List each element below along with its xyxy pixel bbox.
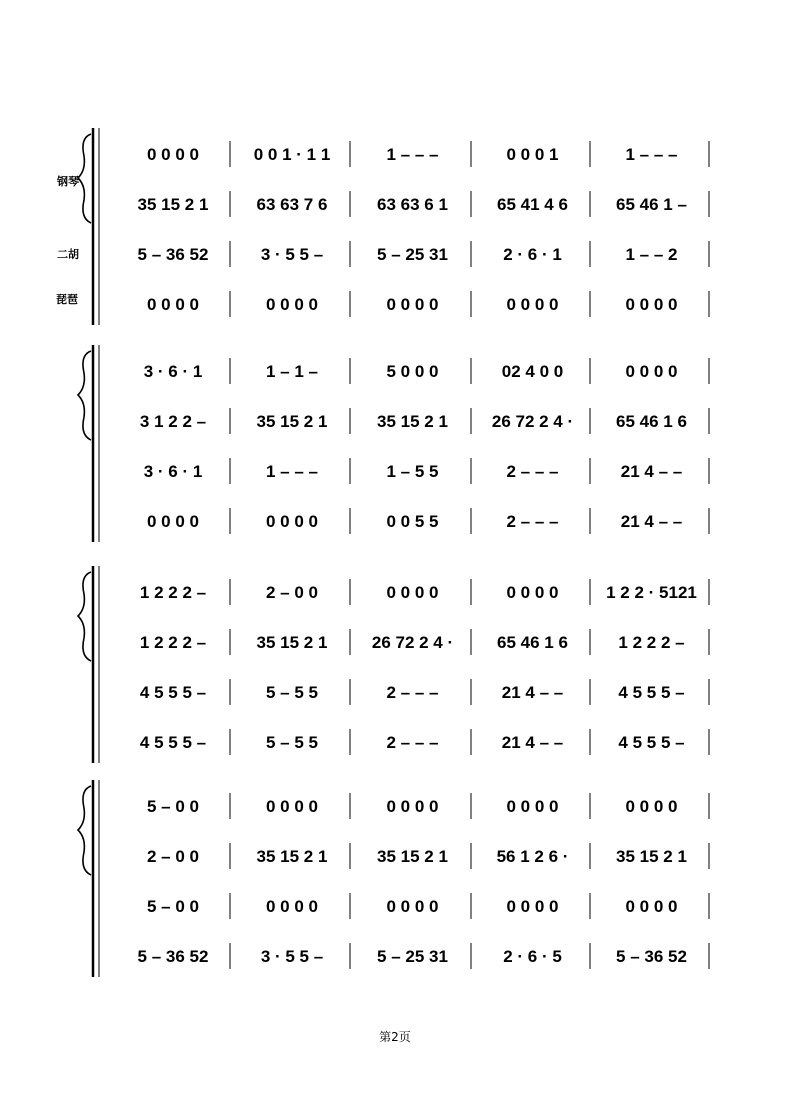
measure-notes: 0 0 0 0: [506, 583, 559, 602]
measure-notes: 0 0 0 0: [386, 797, 439, 816]
measure-notes: 5 – 36 52: [616, 947, 687, 966]
measure-notes: 0 0 0 0: [506, 797, 559, 816]
measure-notes: 5 – 0 0: [147, 797, 199, 816]
measure-notes: 3 · 6 · 1: [143, 362, 203, 381]
measure-notes: 0 0 0 0: [266, 512, 318, 531]
measure-notes: 35 15 2 1: [616, 847, 687, 866]
piano-brace: [78, 351, 91, 440]
measure-notes: 2 – – –: [506, 462, 559, 481]
measure-notes: 1 – 1 –: [266, 362, 318, 381]
piano-brace: [78, 572, 91, 661]
measure-notes: 21 4 – –: [620, 512, 683, 531]
measure-notes: 1 – – –: [386, 145, 439, 164]
measure-notes: 0 0 0 0: [386, 583, 439, 602]
measure-notes: 1 – 5 5: [386, 462, 439, 481]
measure-notes: 26 72 2 4 ·: [371, 633, 454, 652]
measure-notes: 2 – – –: [386, 733, 439, 752]
measure-notes: 26 72 2 4 ·: [491, 412, 574, 431]
measure-notes: 2 – – –: [386, 683, 439, 702]
measure-notes: 35 15 2 1: [137, 195, 209, 214]
measure-notes: 56 1 2 6 ·: [496, 847, 569, 866]
measure-notes: 0 0 0 0: [506, 295, 559, 314]
piano-brace: [78, 134, 91, 223]
measure-notes: 3 1 2 2 –: [139, 412, 207, 431]
measure-notes: 5 0 0 0: [386, 362, 439, 381]
measure-notes: 65 41 4 6: [497, 195, 568, 214]
measure-notes: 63 63 7 6: [256, 195, 328, 214]
page-number: 第2页: [379, 1030, 411, 1044]
label-erhu: 二胡: [57, 248, 79, 261]
measure-notes: 02 4 0 0: [501, 362, 564, 381]
measure-notes: 35 15 2 1: [256, 412, 328, 431]
measure-notes: 4 5 5 5 –: [618, 733, 685, 752]
measure-notes: 63 63 6 1: [377, 195, 448, 214]
measure-notes: 65 46 1 –: [616, 195, 687, 214]
measure-notes: 0 0 0 0: [625, 797, 678, 816]
measure-notes: 0 0 5 5: [386, 512, 439, 531]
measure-notes: 1 – – –: [625, 145, 678, 164]
measure-notes: 3 · 5 5 –: [260, 947, 324, 966]
measure-notes: 0 0 1 · 1 1: [253, 145, 331, 164]
measure-notes: 1 2 2 2 –: [139, 633, 207, 652]
measure-notes: 4 5 5 5 –: [139, 683, 207, 702]
measure-notes: 5 – 25 31: [377, 245, 448, 264]
measure-notes: 0 0 0 0: [386, 897, 439, 916]
measure-notes: 0 0 0 0: [147, 295, 199, 314]
measure-notes: 0 0 0 0: [266, 295, 318, 314]
measure-notes: 4 5 5 5 –: [139, 733, 207, 752]
measure-notes: 5 – 36 52: [137, 947, 209, 966]
measure-notes: 2 · 6 · 1: [503, 245, 562, 264]
measure-notes: 21 4 – –: [501, 683, 564, 702]
measure-notes: 5 – 5 5: [266, 683, 318, 702]
measure-notes: 0 0 0 1: [506, 145, 559, 164]
measure-notes: 0 0 0 0: [625, 295, 678, 314]
measure-notes: 0 0 0 0: [506, 897, 559, 916]
measure-notes: 3 · 5 5 –: [260, 245, 324, 264]
measure-notes: 1 2 2 2 –: [618, 633, 685, 652]
measure-notes: 21 4 – –: [620, 462, 683, 481]
measure-notes: 2 · 6 · 5: [503, 947, 562, 966]
measure-notes: 35 15 2 1: [256, 847, 328, 866]
measure-notes: 65 46 1 6: [497, 633, 568, 652]
measure-notes: 3 · 6 · 1: [143, 462, 203, 481]
measure-notes: 2 – – –: [506, 512, 559, 531]
measure-notes: 1 – – 2: [625, 245, 678, 264]
piano-brace: [78, 786, 91, 875]
measure-notes: 35 15 2 1: [377, 847, 448, 866]
measure-notes: 0 0 0 0: [147, 145, 199, 164]
measure-notes: 0 0 0 0: [147, 512, 199, 531]
measure-notes: 2 – 0 0: [266, 583, 318, 602]
measure-notes: 1 2 2 · 5121: [606, 583, 697, 602]
measure-notes: 4 5 5 5 –: [618, 683, 685, 702]
measure-notes: 5 – 5 5: [266, 733, 318, 752]
measure-notes: 65 46 1 6: [616, 412, 687, 431]
label-pipa: 琵琶: [56, 293, 78, 306]
measure-notes: 35 15 2 1: [256, 633, 328, 652]
measure-notes: 0 0 0 0: [386, 295, 439, 314]
measure-notes: 5 – 0 0: [147, 897, 199, 916]
measure-notes: 21 4 – –: [501, 733, 564, 752]
measure-notes: 0 0 0 0: [625, 362, 678, 381]
measure-notes: 2 – 0 0: [147, 847, 199, 866]
measure-notes: 0 0 0 0: [266, 897, 318, 916]
label-piano: 钢琴: [57, 175, 79, 188]
measure-notes: 5 – 36 52: [137, 245, 209, 264]
measure-notes: 1 – – –: [266, 462, 318, 481]
measure-notes: 0 0 0 0: [625, 897, 678, 916]
measure-notes: 5 – 25 31: [377, 947, 448, 966]
measure-notes: 1 2 2 2 –: [139, 583, 207, 602]
measure-notes: 0 0 0 0: [266, 797, 318, 816]
measure-notes: 35 15 2 1: [377, 412, 448, 431]
